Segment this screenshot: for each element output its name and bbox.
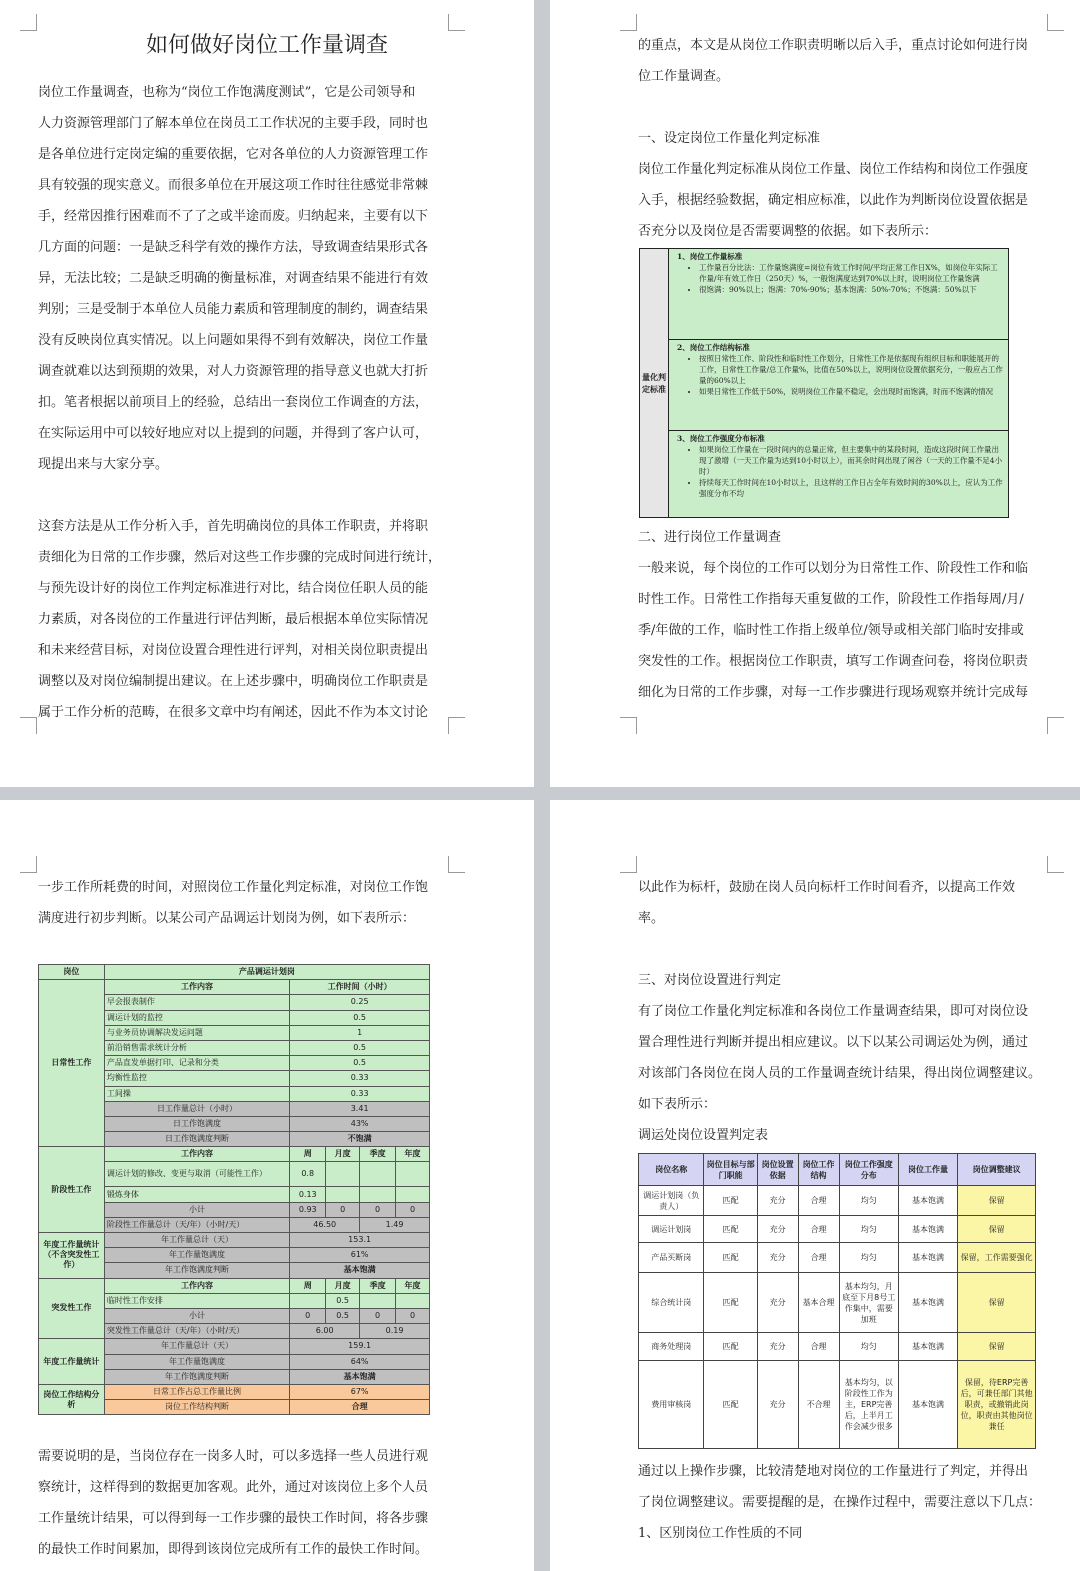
- standard-item: • 工作量百分比法：工作量饱满度=岗位有效工作时间/平均正常工作日X%，如岗位年实际工作量/年有效工作日（250天）%，一般饱满度达到70%以上时，说明岗位工作量饱满: [699, 262, 1004, 284]
- table-cell: 产品直发单据打印、记录和分类: [104, 1056, 289, 1071]
- table-cell: 综合统计岗: [639, 1273, 704, 1333]
- standard-item: • 持续每天工作时间在10小时以上，且这样的工作日占全年有效时间的30%以上，应认为工作强度分布不均: [699, 477, 1004, 499]
- table-cell: 0.5: [290, 1056, 430, 1071]
- crop-mark: [1047, 717, 1064, 734]
- page-title: 如何做好岗位工作量调查: [145, 33, 388, 58]
- standard-item: • 按照日常性工作、阶段性和临时性工作划分，日常性工作是依据现有组织目标和职能展开的工作，日常性工作量/总工作量%，比值在50%以上，说明岗位设置依据充分，一般应占工作量的60%以上: [699, 353, 1004, 386]
- annual1-label: 年度工作量统计（不含突发性工作）: [39, 1233, 105, 1279]
- post-name: 产品调运计划岗: [104, 965, 429, 980]
- table-cell: 年工作量总计（天）: [104, 1233, 289, 1248]
- table-cell: 日工作饱满度判断: [104, 1132, 289, 1147]
- table-cell: 突发性工作量总计（天/年）（小时/天）: [104, 1324, 289, 1339]
- table-cell: 均匀: [839, 1186, 898, 1216]
- table-cell: 0: [360, 1202, 396, 1217]
- table-cell: 岗位工作结构判断: [104, 1400, 289, 1415]
- column-header: 月度: [326, 1278, 360, 1293]
- text-line: 与预先设计好的岗位工作判定标准进行对比，结合岗位任职人员的能: [38, 581, 429, 596]
- text-line: 扣。笔者根据以前项目上的经验，总结出一套岗位工作调查的方法，: [38, 395, 429, 410]
- text-line: 置合理性进行判断并提出相应建议。以下以某公司调运处为例，通过: [638, 1035, 1029, 1050]
- column-header: 岗位目标与部门职能: [704, 1154, 757, 1186]
- text-line: 这套方法是从工作分析入手，首先明确岗位的具体工作职责，并将职: [38, 519, 429, 534]
- table-cell: [326, 1162, 360, 1187]
- point-heading: 1、区别岗位工作性质的不同: [638, 1526, 803, 1541]
- table-cell: 0.5: [290, 1010, 430, 1025]
- table-cell: 充分: [757, 1273, 798, 1333]
- text-line: 责细化为日常的工作步骤，然后对这些工作步骤的完成时间进行统计，: [38, 550, 442, 565]
- body-text: [638, 872, 1048, 1151]
- text-line: 力素质，对各岗位的工作量进行评估判断，最后根据本单位实际情况: [38, 612, 429, 627]
- column-header: 岗位工作强度分布: [839, 1154, 898, 1186]
- table-cell: 61%: [290, 1248, 430, 1263]
- table-cell: [396, 1162, 430, 1187]
- column-header: 岗位设置依据: [757, 1154, 798, 1186]
- table-cell: 早会报表制作: [104, 995, 289, 1010]
- section-heading: 二、进行岗位工作量调查: [638, 530, 782, 545]
- body-text: [638, 30, 1048, 247]
- table-cell: 153.1: [290, 1233, 430, 1248]
- text-line: 否充分以及岗位是否需要调整的依据。如下表所示：: [638, 224, 938, 239]
- text-line: 了岗位调整建议。需要提醒的是，在操作过程中，需要注意以下几点：: [638, 1495, 1042, 1510]
- table-cell: 匹配: [704, 1361, 757, 1449]
- table-cell: 0: [396, 1202, 430, 1217]
- text-line: 需要说明的是，当岗位存在一岗多人时，可以多选择一些人员进行观: [38, 1449, 429, 1464]
- body-text: [638, 1456, 1048, 1549]
- text-line: 时性工作。日常性工作指每天重复做的工作，阶段性工作指每周/月/: [638, 592, 1024, 607]
- table-cell: 保留: [958, 1186, 1036, 1216]
- table-cell: 日工作量总计（小时）: [104, 1101, 289, 1116]
- crop-mark: [20, 717, 37, 734]
- standard-item: • 很饱满：90%以上；饱满：70%-90%；基本饱满：50%-70%；不饱满：50%以下: [699, 284, 1004, 295]
- table-cell: 均匀: [839, 1243, 898, 1273]
- table-cell: 0.8: [290, 1162, 326, 1187]
- column-header: 工作内容: [104, 1278, 289, 1293]
- table-cell: 1: [290, 1025, 430, 1040]
- table-cell: 充分: [757, 1361, 798, 1449]
- table-cell: 保留: [958, 1273, 1036, 1333]
- text-line: 具有较强的现实意义。而很多单位在开展这项工作时往往感觉非常棘: [38, 178, 429, 193]
- daily-label: 日常性工作: [39, 980, 105, 1147]
- text-line: 通过以上操作步骤，比较清楚地对岗位的工作量进行了判定，并得出: [638, 1464, 1029, 1479]
- annual2-label: 年度工作量统计: [39, 1339, 105, 1385]
- table-cell: 0.25: [290, 995, 430, 1010]
- table-cell: 3.41: [290, 1101, 430, 1116]
- structure-label: 岗位工作结构分析: [39, 1384, 105, 1414]
- table-cell: 调运计划岗: [639, 1216, 704, 1243]
- column-header: 周: [290, 1147, 326, 1162]
- table-cell: 0.5: [326, 1293, 360, 1308]
- text-line: 季/年做的工作，临时性工作指上级单位/领导或相关部门临时安排或: [638, 623, 1024, 638]
- crop-mark: [1047, 14, 1064, 31]
- table-cell: 匹配: [704, 1216, 757, 1243]
- text-line: 如下表所示：: [638, 1097, 717, 1112]
- table-cell: 0.19: [360, 1324, 430, 1339]
- crop-mark: [448, 856, 465, 873]
- post-label: 岗位: [39, 965, 105, 980]
- standard-block-heading: 1、岗位工作量标准: [677, 252, 743, 261]
- text-line: 入手，根据经验数据，确定相应标准，以此作为判断岗位设置依据是: [638, 193, 1029, 208]
- table-cell: 年工作饱满度判断: [104, 1263, 289, 1278]
- table-cell: 0: [290, 1308, 326, 1323]
- column-header: 工作内容: [104, 1147, 289, 1162]
- column-header: 周: [290, 1278, 326, 1293]
- table-cell: 锻炼身体: [104, 1187, 289, 1202]
- column-header: 季度: [360, 1147, 396, 1162]
- table-cell: 合理: [290, 1400, 430, 1415]
- table-cell: 合理: [798, 1243, 839, 1273]
- text-line: 率。: [638, 911, 665, 926]
- table-cell: 合理: [798, 1216, 839, 1243]
- text-line: 是各单位进行定岗定编的重要依据，它对各单位的人力资源管理工作: [38, 147, 429, 162]
- table-cell: 保留: [958, 1333, 1036, 1361]
- table-cell: 商务处理岗: [639, 1333, 704, 1361]
- position-decision-table: [638, 1153, 1036, 1449]
- column-header: 季度: [360, 1278, 396, 1293]
- text-line: 岗位工作量化判定标准从岗位工作量、岗位工作结构和岗位工作强度: [638, 162, 1029, 177]
- column-header: 岗位调整建议: [958, 1154, 1036, 1186]
- table-cell: 合理: [798, 1186, 839, 1216]
- text-line: 的最快工作时间累加，即得到该岗位完成所有工作的最快工作时间。: [38, 1542, 429, 1557]
- table-cell: 日工作饱满度: [104, 1116, 289, 1131]
- table-cell: 小计: [104, 1202, 289, 1217]
- body-text: [38, 77, 452, 728]
- table-cell: 与业务员协调解决发运问题: [104, 1025, 289, 1040]
- text-line: 突发性的工作。根据岗位工作职责，填写工作调查问卷，将岗位职责: [638, 654, 1029, 669]
- table-cell: 0.33: [290, 1086, 430, 1101]
- section-heading: 一、设定岗位工作量化判定标准: [638, 131, 821, 146]
- table-cell: 均匀: [839, 1333, 898, 1361]
- text-line: 判别；三是受制于本单位人员能力素质和管理制度的制约，调查结果: [38, 302, 429, 317]
- body-text: [38, 872, 452, 934]
- table-cell: [396, 1293, 430, 1308]
- table-cell: 1.49: [360, 1217, 430, 1232]
- standard-block-heading: 2、岗位工作结构标准: [677, 343, 750, 352]
- table-cell: [360, 1293, 396, 1308]
- table-cell: 基本饱满: [290, 1263, 430, 1278]
- table-cell: 基本饱满: [898, 1361, 957, 1449]
- table-cell: 调运计划的修改、变更与取消（可能性工作）: [104, 1162, 289, 1187]
- table-cell: [396, 1187, 430, 1202]
- body-text: [638, 522, 1048, 708]
- standard-block-heading: 3、岗位工作强度分布标准: [677, 434, 765, 443]
- table-cell: 年工作量饱满度: [104, 1354, 289, 1369]
- body-text: [38, 1441, 452, 1565]
- text-line: 以此作为标杆，鼓励在岗人员向标杆工作时间看齐，以提高工作效: [638, 880, 1016, 895]
- crop-mark: [620, 717, 637, 734]
- table-cell: [360, 1187, 396, 1202]
- table-cell: 46.50: [290, 1217, 360, 1232]
- crop-mark: [620, 14, 637, 31]
- table-cell: 基本饱满: [898, 1273, 957, 1333]
- text-line: 没有反映岗位真实情况。以上问题如果得不到有效解决，岗位工作量: [38, 333, 429, 348]
- text-line: 对该部门各岗位在岗人员的工作量调查统计结果，得出岗位调整建议。: [638, 1066, 1042, 1081]
- standard-side-label: 量化判定标准: [640, 249, 669, 517]
- table-cell: [326, 1187, 360, 1202]
- column-header: 月度: [326, 1147, 360, 1162]
- standard-block: [669, 431, 1008, 517]
- table-cell: 匹配: [704, 1333, 757, 1361]
- table-cell: 充分: [757, 1243, 798, 1273]
- document-page-2: [550, 0, 1080, 787]
- table-cell: 均衡性监控: [104, 1071, 289, 1086]
- text-line: 和未来经营目标，对岗位设置合理性进行评判，对相关岗位职责提出: [38, 643, 429, 658]
- column-header: 岗位工作结构: [798, 1154, 839, 1186]
- table-cell: 保留，工作需要强化: [958, 1243, 1036, 1273]
- table-cell: 充分: [757, 1333, 798, 1361]
- column-header: 年度: [396, 1147, 430, 1162]
- table-cell: 0: [326, 1202, 360, 1217]
- text-line: 细化为日常的工作步骤，对每一工作步骤进行现场观察并统计完成每: [638, 685, 1029, 700]
- table-cell: 匹配: [704, 1186, 757, 1216]
- standard-item: • 如果日常性工作低于50%，说明岗位工作量不稳定，会出现时而饱满，时而不饱满的情况: [699, 386, 1004, 397]
- document-page-1: [0, 0, 534, 787]
- text-line: 位工作量调查。: [638, 69, 730, 84]
- text-line: 现提出来与大家分享。: [38, 457, 169, 472]
- table-cell: [290, 1293, 326, 1308]
- table-cell: 保留，待ERP完善后，可兼任部门其他职责，或撤销此岗位，职责由其他岗位兼任: [958, 1361, 1036, 1449]
- table-cell: 0: [360, 1308, 396, 1323]
- text-line: 察统计，这样得到的数据更加客观。此外，通过对该岗位上多个人员: [38, 1480, 429, 1495]
- table-cell: 0.93: [290, 1202, 326, 1217]
- table-cell: 6.00: [290, 1324, 360, 1339]
- table-cell: 基本均匀，以阶段性工作为主，ERP完善后，上半月工作会减少很多: [839, 1361, 898, 1449]
- table-cell: 调运计划岗（负责人）: [639, 1186, 704, 1216]
- table-cell: 小计: [104, 1308, 289, 1323]
- table-cell: 159.1: [290, 1339, 430, 1354]
- text-line: 有了岗位工作量化判定标准和各岗位工作量调查结果，即可对岗位设: [638, 1004, 1029, 1019]
- text-line: 几方面的问题：一是缺乏科学有效的操作方法，导致调查结果形式各: [38, 240, 429, 255]
- table-cell: 匹配: [704, 1243, 757, 1273]
- table-cell: 临时性工作安排: [104, 1293, 289, 1308]
- table-cell: 64%: [290, 1354, 430, 1369]
- table-cell: 基本饱满: [898, 1216, 957, 1243]
- text-line: 手，经常因推行困难而不了了之或半途而废。归纳起来，主要有以下: [38, 209, 429, 224]
- text-line: 调整以及对岗位编制提出建议。在上述步骤中，明确岗位工作职责是: [38, 674, 429, 689]
- text-line: 一步工作所耗费的时间，对照岗位工作量化判定标准，对岗位工作饱: [38, 880, 429, 895]
- crop-mark: [1047, 856, 1064, 873]
- table-cell: 调运计划的监控: [104, 1010, 289, 1025]
- table-cell: 0: [396, 1308, 430, 1323]
- table-cell: 0.13: [290, 1187, 326, 1202]
- table-cell: 充分: [757, 1186, 798, 1216]
- table-cell: 基本均匀，月底至下月8号工作集中，需要加班: [839, 1273, 898, 1333]
- section-heading: 三、对岗位设置进行判定: [638, 973, 782, 988]
- table-cell: 前沿销售需求统计分析: [104, 1040, 289, 1055]
- text-line: 的重点，本文是从岗位工作职责明晰以后入手，重点讨论如何进行岗: [638, 38, 1029, 53]
- table-cell: 不饱满: [290, 1132, 430, 1147]
- table-cell: 年工作量总计（天）: [104, 1339, 289, 1354]
- standard-table: [639, 248, 1009, 518]
- crop-mark: [620, 856, 637, 873]
- table-cell: 基本饱满: [898, 1333, 957, 1361]
- text-line: 满度进行初步判断。以某公司产品调运计划岗为例，如下表所示：: [38, 911, 416, 926]
- column-header: 工作时间（小时）: [290, 980, 430, 995]
- table-cell: 年工作量饱满度: [104, 1248, 289, 1263]
- text-line: 异，无法比较；二是缺乏明确的衡量标准，对调查结果不能进行有效: [38, 271, 429, 286]
- text-line: 调查就难以达到预期的效果，对人力资源管理的指导意义也就大打折: [38, 364, 429, 379]
- table-cell: 均匀: [839, 1216, 898, 1243]
- workload-table: [38, 964, 430, 1415]
- table-cell: 基本饱满: [898, 1186, 957, 1216]
- table-cell: 0.5: [326, 1308, 360, 1323]
- burst-label: 突发性工作: [39, 1278, 105, 1339]
- column-header: 工作内容: [104, 980, 289, 995]
- column-header: 岗位工作量: [898, 1154, 957, 1186]
- standard-block: [669, 249, 1008, 340]
- table-cell: 充分: [757, 1216, 798, 1243]
- crop-mark: [20, 856, 37, 873]
- table-cell: 基本饱满: [898, 1243, 957, 1273]
- table-cell: 阶段性工作量总计（天/年）（小时/天）: [104, 1217, 289, 1232]
- column-header: 岗位名称: [639, 1154, 704, 1186]
- text-line: 在实际运用中可以较好地应对以上提到的问题，并得到了客户认可，: [38, 426, 429, 441]
- table-cell: 0.5: [290, 1040, 430, 1055]
- table-cell: 67%: [290, 1384, 430, 1399]
- text-line: 一般来说，每个岗位的工作可以划分为日常性工作、阶段性工作和临: [638, 561, 1029, 576]
- table-cell: 合理: [798, 1333, 839, 1361]
- table-cell: 费用审核岗: [639, 1361, 704, 1449]
- table-cell: 日常工作占总工作量比例: [104, 1384, 289, 1399]
- text-line: 岗位工作量调查，也称为“岗位工作饱满度测试”，它是公司领导和: [38, 85, 416, 100]
- text-line: 属于工作分析的范畴，在很多文章中均有阐述，因此不作为本文讨论: [38, 705, 429, 720]
- table-cell: 不合理: [798, 1361, 839, 1449]
- standard-item: • 如果岗位工作量在一段时间内的总量正常，但主要集中的某段时间，造成这段时间工作量出现了激增（一天工作量为达到10小时以上），而其余时间出现了闲谷（一天的工作量不足4小时）: [699, 444, 1004, 477]
- table-cell: 基本合理: [798, 1273, 839, 1333]
- table-title: 调运处岗位设置判定表: [638, 1128, 769, 1143]
- table-cell: 工间操: [104, 1086, 289, 1101]
- text-line: 人力资源管理部门了解本单位在岗员工工作状况的主要手段，同时也: [38, 116, 429, 131]
- table-cell: 43%: [290, 1116, 430, 1131]
- table-cell: 保留: [958, 1216, 1036, 1243]
- text-line: 工作量统计结果，可以得到每一工作步骤的最快工作时间，将各步骤: [38, 1511, 429, 1526]
- table-cell: 年工作饱满度判断: [104, 1369, 289, 1384]
- table-cell: 匹配: [704, 1273, 757, 1333]
- table-cell: [360, 1162, 396, 1187]
- table-cell: 基本饱满: [290, 1369, 430, 1384]
- table-cell: 0.33: [290, 1071, 430, 1086]
- standard-block: [669, 340, 1008, 431]
- table-cell: 产品买断岗: [639, 1243, 704, 1273]
- phase-label: 阶段性工作: [39, 1147, 105, 1233]
- column-header: 年度: [396, 1278, 430, 1293]
